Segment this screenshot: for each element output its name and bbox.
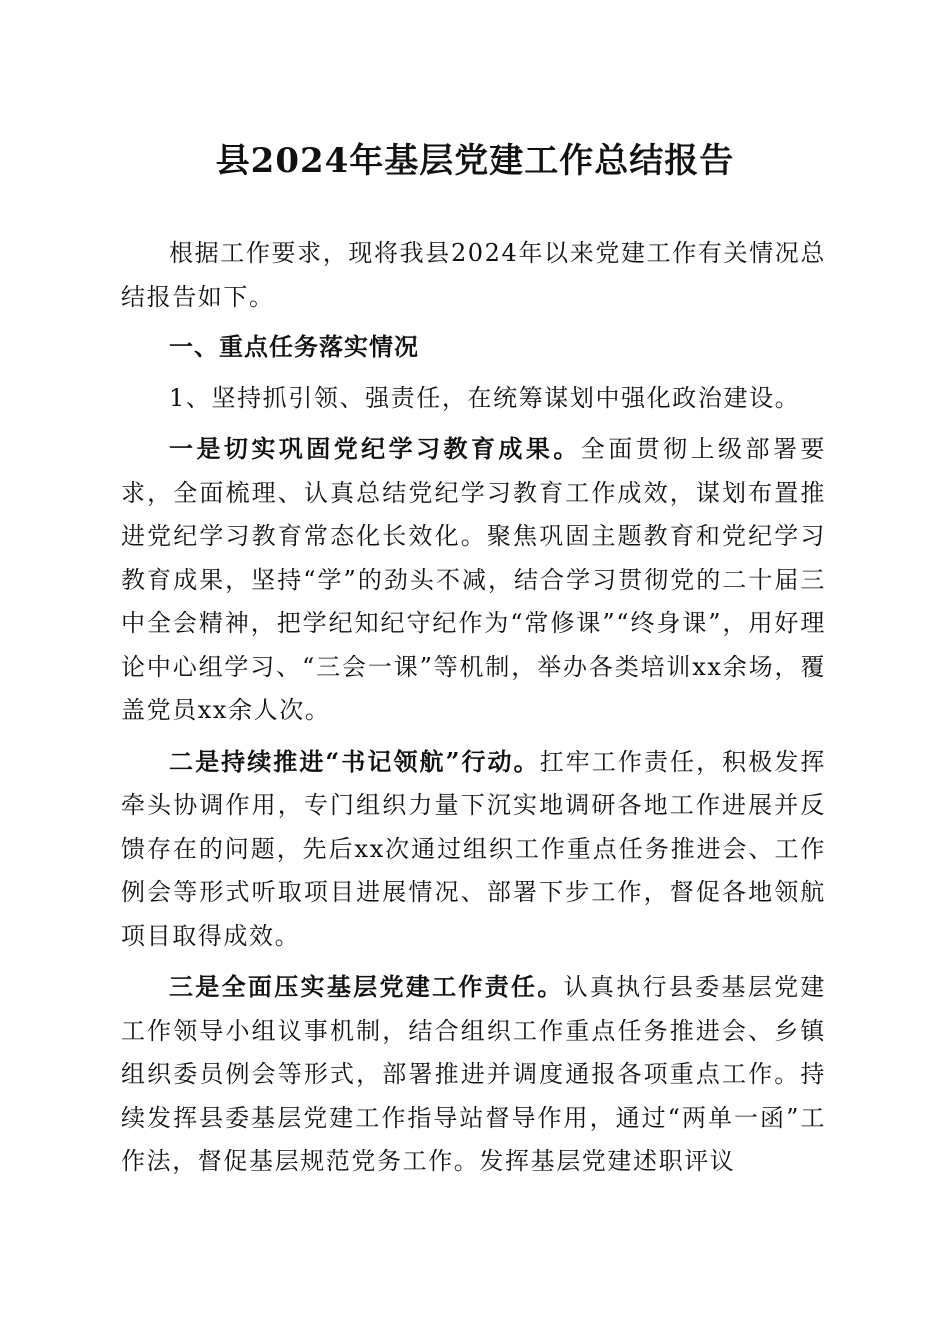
paragraph-2-lead: 二是持续推进“书记领航”行动。 (169, 746, 540, 776)
document-title: 县2024年基层党建工作总结报告 (215, 141, 735, 181)
paragraph-1-lead: 一是切实巩固党纪学习教育成果。 (169, 434, 581, 463)
subsection-heading: 1、坚持抓引领、强责任，在统筹谋划中强化政治建设。 (169, 383, 801, 412)
document-body (121, 232, 826, 1184)
paragraph-3-text: 认真执行县委基层党建工作领导小组议事机制，结合组织工作重点任务推进会、乡镇组织委员例会等形式，部署推进并调度通报各项重点工作。持续发挥县委基层党建工作指导站督导作用，通过“两单一函”工作法，督促基层规范党务工作。发挥基层党建述职评议 (121, 973, 826, 1175)
paragraph-2 (121, 740, 826, 959)
section-heading: 一、重点任务落实情况 (169, 333, 419, 361)
intro-paragraph: 根据工作要求，现将我县2024年以来党建工作有关情况总结报告如下。 (121, 239, 826, 311)
paragraph-3-lead: 三是全面压实基层党建工作责任。 (169, 972, 564, 1001)
paragraph-3 (121, 965, 826, 1184)
paragraph-2-text: 扛牢工作责任，积极发挥牵头协调作用，专门组织力量下沉实地调研各地工作进展并反馈存在的问题，先后xx次通过组织工作重点任务推进会、工作例会等形式听取项目进展情况、部署下步工作，督促各地领航项目取得成效。 (121, 747, 826, 950)
paragraph-1-text: 全面贯彻上级部署要求，全面梳理、认真总结党纪学习教育工作成效，谋划布置推进党纪学习教育常态化长效化。聚焦巩固主题教育和党纪学习教育成果，坚持“学”的劲头不减，结合学习贯彻党的二十届三中全会精神，把学纪知纪守纪作为“常修课”“终身课”，用好理论中心组学习、“三会一课”等机制，举办各类培训xx余场，覆盖党员xx余人次。 (121, 435, 826, 724)
paragraph-1 (121, 427, 826, 733)
